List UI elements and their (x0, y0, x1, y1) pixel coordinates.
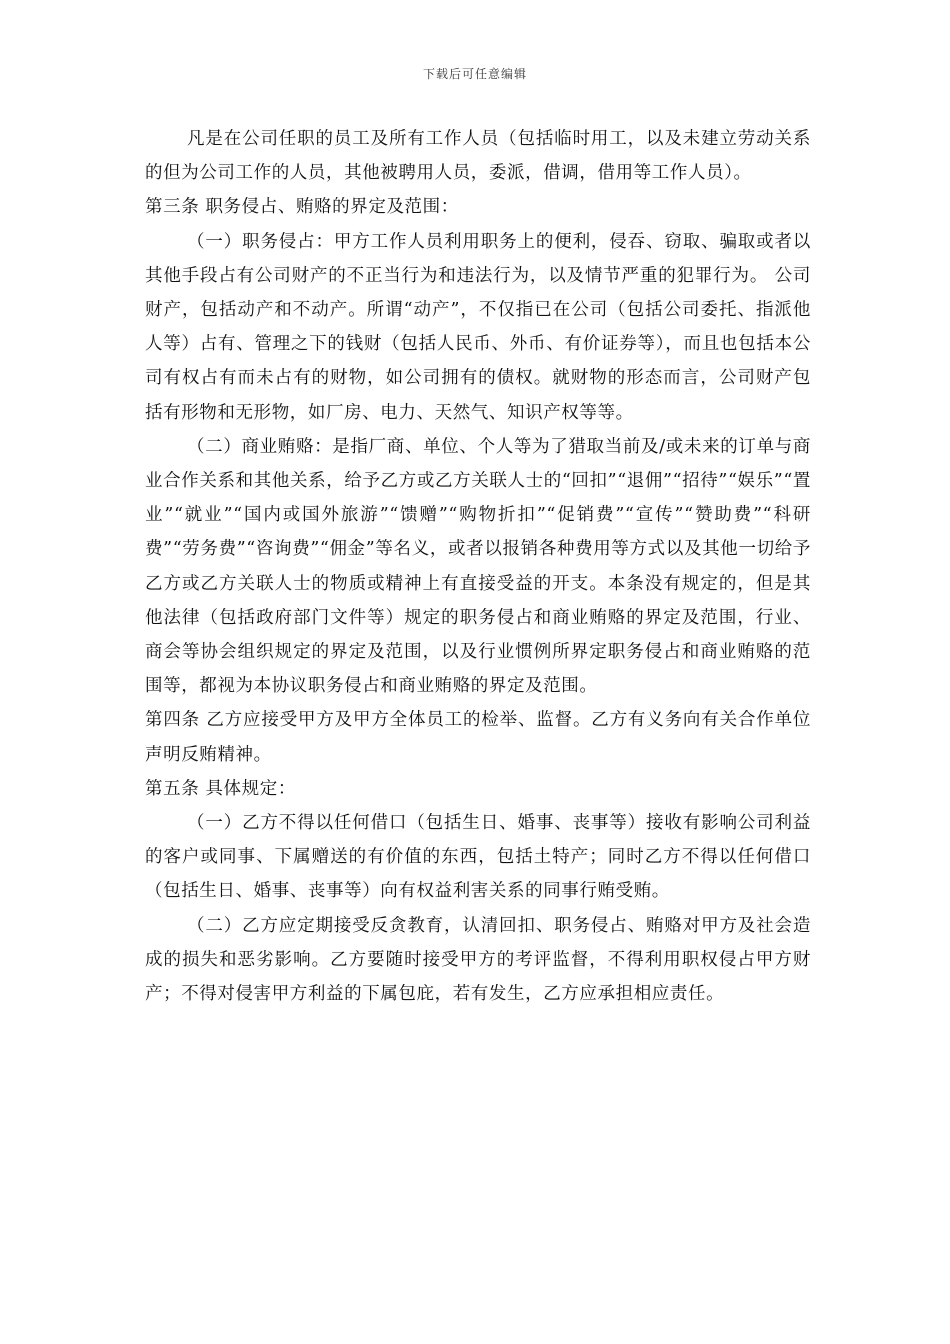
paragraph-gift-prohibition: （一）乙方不得以任何借口（包括生日、婚事、丧事等）接收有影响公司利益的客户或同事、下属赠送的有价值的东西，包括土特产；同时乙方不得以任何借口（包括生日、婚事、丧事等）向有权益利害关系的同事行贿受贿。 (145, 813, 811, 902)
article-5-heading: 第五条 具体规定： (145, 778, 296, 799)
paragraph-commercial-bribery-definition: （二）商业贿赂：是指厂商、单位、个人等为了猎取当前及/或未来的订单与商业合作关系和其他关系，给予乙方或乙方关联人士的“回扣”“退佣”“招待”“娱乐”“置业”“就业”“国内或国外旅游”“馈赠”“购物折扣”“促销费”“宣传”“赞助费”“科研费”“劳务费”“咨询费”“佣金”等名义，或者以报销各种费用等方式以及其他一切给予乙方或乙方关联人士的物质或精神上有直接受益的开支。本条没有规定的，但是其他法律（包括政府部门文件等）规定的职务侵占和商业贿赂的界定及范围，行业、商会等协会组织规定的界定及范围，以及行业惯例所界定职务侵占和商业贿赂的范围等，都视为本协议职务侵占和商业贿赂的界定及范围。 (145, 436, 811, 697)
document-body (145, 122, 811, 1011)
paragraph-embezzlement-definition: （一）职务侵占：甲方工作人员利用职务上的便利，侵吞、窃取、骗取或者以其他手段占有公司财产的不正当行为和违法行为，以及情节严重的犯罪行为。 公司财产，包括动产和不动产。所谓“动产”，不仅指已在公司（包括公司委托、指派他人等）占有、管理之下的钱财（包括人民币、外币、有价证券等），而且也包括本公司有权占有而未占有的财物，如公司拥有的债权。就财物的形态而言，公司财产包括有形物和无形物，如厂房、电力、天然气、知识产权等等。 (145, 231, 811, 423)
header-note: 下载后可任意编辑 (422, 67, 527, 81)
paragraph-anti-corruption-education: （二）乙方应定期接受反贪教育，认清回扣、职务侵占、贿赂对甲方及社会造成的损失和恶劣影响。乙方要随时接受甲方的考评监督，不得利用职权侵占甲方财产；不得对侵害甲方利益的下属包庇，若有发生，乙方应承担相应责任。 (145, 915, 811, 1005)
paragraph-scope-of-personnel: 凡是在公司任职的员工及所有工作人员（包括临时用工，以及未建立劳动关系的但为公司工作的人员，其他被聘用人员，委派，借调，借用等工作人员）。 (145, 129, 811, 184)
article-4-paragraph: 第四条 乙方应接受甲方及甲方全体员工的检举、监督。乙方有义务向有关合作单位声明反贿精神。 (145, 710, 811, 765)
article-3-heading: 第三条 职务侵占、贿赂的界定及范围： (145, 197, 459, 218)
